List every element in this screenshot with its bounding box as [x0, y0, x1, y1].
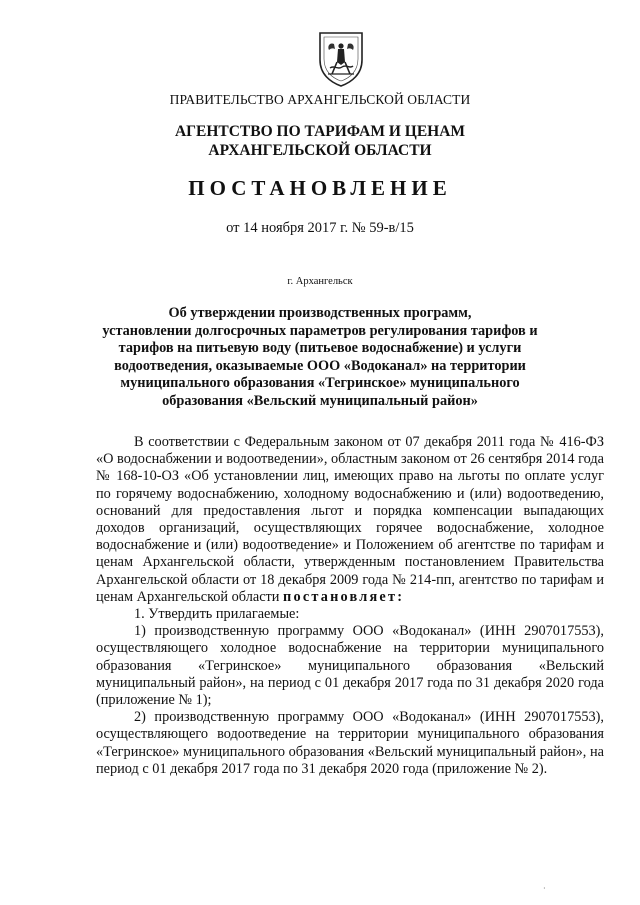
city-label: г. Архангельск	[287, 276, 353, 287]
subpoint-2: 2) производственную программу ООО «Водоканал» (ИНН 2907017553), осуществляющего водоотведение на территории муниципального образования «Тегринское» муниципального образования «Вельский муниципальный район», на период с 01 декабря 2017 года по 31 декабря 2020 года (приложение № 2).	[96, 709, 604, 777]
subject-line-5: муниципального образования «Тегринское» муниципального	[120, 375, 520, 392]
agency-heading-line-2: АРХАНГЕЛЬСКОЙ ОБЛАСТИ	[208, 142, 432, 159]
subject-line-3: тарифов на питьевую воду (питьевое водоснабжение) и услуги	[118, 340, 522, 357]
subpoint-1: 1) производственную программу ООО «Водоканал» (ИНН 2907017553), осуществляющего холодное водоснабжение на территории муниципального образования «Тегринское» муниципального образования «Вельский муниципальный район», на период с 01 декабря 2017 года по 31 декабря 2020 года (приложение № 1);	[96, 623, 604, 709]
government-heading: ПРАВИТЕЛЬСТВО АРХАНГЕЛЬСКОЙ ОБЛАСТИ	[169, 92, 471, 107]
agency-heading	[0, 122, 640, 160]
preamble-text: В соответствии с Федеральным законом от 07 декабря 2011 года № 416-ФЗ «О водоснабжении и водоотведении», областным законом от 26 сентября 2014 года № 168-10-ОЗ «Об установлении лиц, имеющих право на льготы по оплате услуг по горячему водоснабжению, холодному водоснабжению и (или) водоотведению, оснований для предоставления льгот и порядка компенсации выпадающих доходов организаций, осуществляющих горячее водоснабжение, холодное водоснабжение и (или) водоотведение» и Положением об агентстве по тарифам и ценам Архангельской области, утвержденным постановлением Правительства Архангельской области от 18 декабря 2009 года № 214-пп, агентство по тарифам и ценам Архангельской области	[96, 434, 604, 605]
subject-line-1: Об утверждении производственных программ,	[168, 305, 472, 321]
agency-heading-line-1: АГЕНТСТВО ПО ТАРИФАМ И ЦЕНАМ	[174, 123, 466, 140]
preamble-paragraph	[96, 434, 604, 606]
date-and-number: от 14 ноября 2017 г. № 59-в/15	[226, 220, 414, 236]
document-title: ПОСТАНОВЛЕНИЕ	[188, 176, 452, 200]
page-speck: ·	[543, 884, 546, 893]
subject-heading	[0, 305, 640, 411]
document-body	[96, 434, 604, 778]
subject-line-6: образования «Вельский муниципальный район»	[162, 392, 478, 409]
subject-line-2: установлении долгосрочных параметров регулирования тарифов и	[102, 322, 538, 339]
point-1: 1. Утвердить прилагаемые:	[134, 606, 300, 623]
subject-line-4: водоотведения, оказываемые ООО «Водоканал» на территории	[114, 357, 526, 374]
decree-word: постановляет:	[283, 588, 405, 605]
coat-of-arms-emblem	[316, 30, 366, 88]
